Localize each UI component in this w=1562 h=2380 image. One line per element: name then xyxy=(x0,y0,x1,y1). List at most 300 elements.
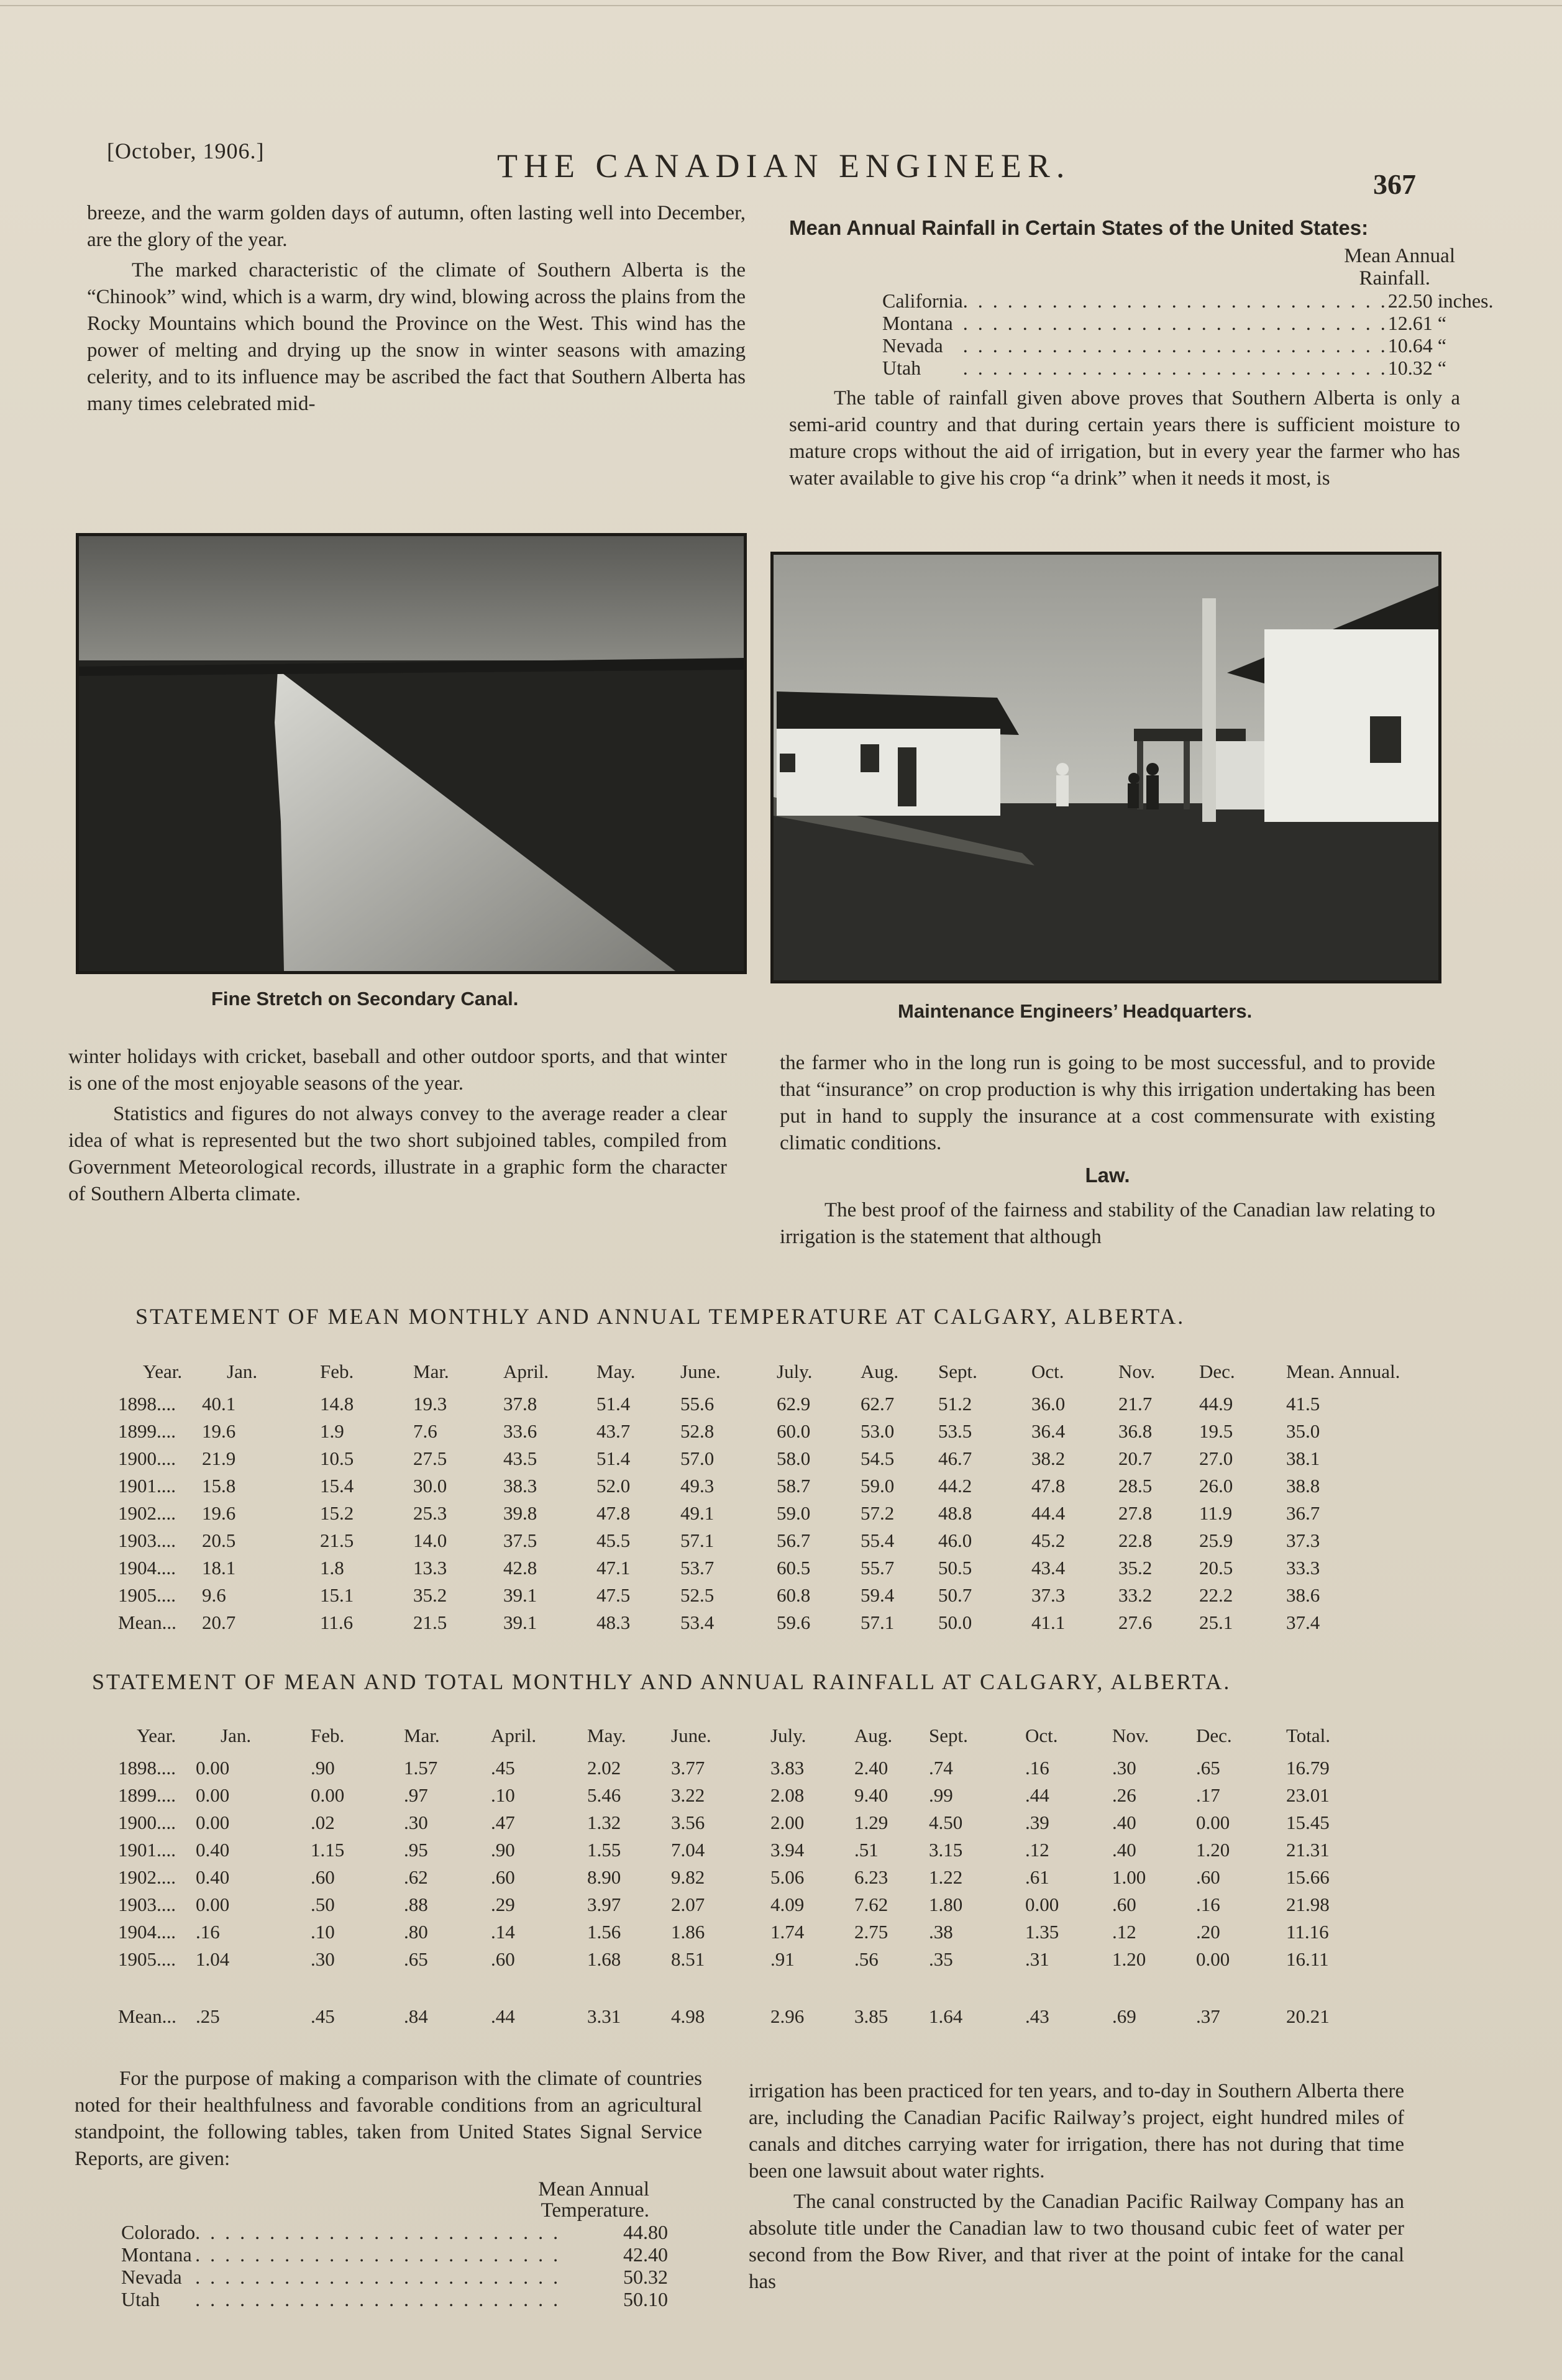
value-cell: .60 xyxy=(1196,1866,1220,1888)
paragraph: The best proof of the fairness and stability of the Canadian law relating to irrigation is the statement that although xyxy=(780,1199,1435,1248)
col-header-line: Mean Annual xyxy=(1344,245,1455,267)
value-cell: .60 xyxy=(491,1866,515,1888)
value-cell: 15.66 xyxy=(1286,1866,1330,1888)
column-header: Nov. xyxy=(1118,1361,1156,1382)
value-cell: .60 xyxy=(491,1948,515,1970)
value-cell: .62 xyxy=(404,1866,428,1888)
us-temperature-table xyxy=(121,2221,668,2310)
value-cell: 1.15 xyxy=(311,1839,345,1861)
year-cell: Mean... xyxy=(118,1612,176,1633)
column-header: May. xyxy=(587,1725,626,1746)
column-header: Sept. xyxy=(938,1361,977,1382)
value-cell: 45.5 xyxy=(596,1530,631,1551)
value-cell: 3.31 xyxy=(587,2005,621,2027)
value-cell: .90 xyxy=(311,1757,335,1779)
column-header: July. xyxy=(770,1725,806,1746)
rainfall-table xyxy=(118,1725,1379,2060)
value-cell: 8.90 xyxy=(587,1866,621,1888)
year-cell: 1901.... xyxy=(118,1475,176,1497)
value-cell: 60.0 xyxy=(777,1420,811,1442)
temperature-value: 44.80 xyxy=(623,2221,668,2243)
value-cell: .60 xyxy=(311,1866,335,1888)
state-name: Montana xyxy=(882,312,953,334)
value-cell: 3.22 xyxy=(671,1784,705,1806)
value-cell: 2.00 xyxy=(770,1812,805,1833)
paragraph: The marked characteristic of the climate of Southern Alberta is the “Chinook” wind, which is a warm, dry wind, blowing across the plains from the Rocky Mountains which bound the Province on the West. This wind has the power of melting and drying up the snow in winter seasons with amazing celerity, and to its influence may be ascribed the fact that Southern Alberta has many times celebrated mid- xyxy=(87,259,746,415)
value-cell: 39.1 xyxy=(503,1612,537,1633)
paragraph: breeze, and the warm golden days of autumn, often lasting well into December, are the glory of the year. xyxy=(87,202,746,251)
column-header: June. xyxy=(680,1361,721,1382)
rainfall-table-title: STATEMENT OF MEAN AND TOTAL MONTHLY AND ANNUAL RAINFALL AT CALGARY, ALBERTA. xyxy=(92,1669,1231,1694)
value-cell: 16.79 xyxy=(1286,1757,1330,1779)
value-cell: 20.21 xyxy=(1286,2005,1330,2027)
table-row: Montana . . . . . . . . . . . . . . . . . . . . . . . . . . . . . 12.61 “ xyxy=(882,312,1493,334)
value-cell: 57.0 xyxy=(680,1448,715,1469)
column-header: June. xyxy=(671,1725,711,1746)
value-cell: 50.5 xyxy=(938,1557,972,1579)
value-cell: 38.2 xyxy=(1031,1448,1066,1469)
value-cell: 13.3 xyxy=(413,1557,447,1579)
value-cell: .80 xyxy=(404,1921,428,1943)
rainfall-value: 10.64 “ xyxy=(1387,334,1446,357)
value-cell: 47.8 xyxy=(1031,1475,1066,1497)
column-header: Feb. xyxy=(320,1361,354,1382)
value-cell: 27.6 xyxy=(1118,1612,1153,1633)
value-cell: .97 xyxy=(404,1784,428,1806)
column-header: Year. xyxy=(137,1725,176,1746)
value-cell: 57.1 xyxy=(680,1530,715,1551)
value-cell: 37.3 xyxy=(1031,1584,1066,1606)
headquarters-photo xyxy=(770,552,1441,983)
value-cell: .40 xyxy=(1112,1812,1136,1833)
year-cell: 1899.... xyxy=(118,1784,176,1806)
value-cell: 0.00 xyxy=(196,1812,230,1833)
value-cell: 14.0 xyxy=(413,1530,447,1551)
col-header-line: Temperature. xyxy=(541,2199,649,2222)
value-cell: 37.4 xyxy=(1286,1612,1320,1633)
value-cell: .90 xyxy=(491,1839,515,1861)
value-cell: 9.6 xyxy=(202,1584,226,1606)
year-cell: 1900.... xyxy=(118,1448,176,1469)
value-cell: 21.31 xyxy=(1286,1839,1330,1861)
value-cell: 37.5 xyxy=(503,1530,537,1551)
year-cell: 1898.... xyxy=(118,1757,176,1779)
value-cell: 51.2 xyxy=(938,1393,972,1415)
value-cell: 25.3 xyxy=(413,1502,447,1524)
year-cell: 1904.... xyxy=(118,1557,176,1579)
us-rainfall-table xyxy=(882,290,1493,379)
value-cell: 36.8 xyxy=(1118,1420,1153,1442)
table-row: Utah . . . . . . . . . . . . . . . . . . . . . . . . . . . . . 10.32 “ xyxy=(882,357,1493,379)
value-cell: 0.00 xyxy=(196,1757,230,1779)
temperature-value: 50.10 xyxy=(623,2288,668,2310)
column-header: Year. xyxy=(143,1361,183,1382)
year-cell: 1903.... xyxy=(118,1894,176,1915)
value-cell: .35 xyxy=(929,1948,953,1970)
value-cell: 2.96 xyxy=(770,2005,805,2027)
value-cell: 59.0 xyxy=(861,1475,895,1497)
value-cell: 39.1 xyxy=(503,1584,537,1606)
value-cell: 53.7 xyxy=(680,1557,715,1579)
value-cell: 47.1 xyxy=(596,1557,631,1579)
value-cell: .84 xyxy=(404,2005,428,2027)
value-cell: 42.8 xyxy=(503,1557,537,1579)
value-cell: 20.7 xyxy=(1118,1448,1153,1469)
value-cell: 19.3 xyxy=(413,1393,447,1415)
value-cell: 52.8 xyxy=(680,1420,715,1442)
value-cell: 55.4 xyxy=(861,1530,895,1551)
state-name: Nevada xyxy=(882,334,943,357)
state-name: Utah xyxy=(121,2288,160,2310)
value-cell: .29 xyxy=(491,1894,515,1915)
column-header: April. xyxy=(503,1361,549,1382)
value-cell: 0.40 xyxy=(196,1866,230,1888)
value-cell: 3.94 xyxy=(770,1839,805,1861)
value-cell: 25.9 xyxy=(1199,1530,1233,1551)
value-cell: 27.8 xyxy=(1118,1502,1153,1524)
value-cell: 1.74 xyxy=(770,1921,805,1943)
value-cell: .47 xyxy=(491,1812,515,1833)
value-cell: .20 xyxy=(1196,1921,1220,1943)
value-cell: 37.8 xyxy=(503,1393,537,1415)
value-cell: 30.0 xyxy=(413,1475,447,1497)
value-cell: 3.56 xyxy=(671,1812,705,1833)
value-cell: .99 xyxy=(929,1784,953,1806)
headquarters-photo-caption: Maintenance Engineers’ Headquarters. xyxy=(898,1000,1253,1022)
value-cell: 20.7 xyxy=(202,1612,236,1633)
left-middle-column xyxy=(68,1044,727,1211)
value-cell: 58.7 xyxy=(777,1475,811,1497)
table-row: Colorado . . . . . . . . . . . . . . . . . . . . . . . . . 44.80 xyxy=(121,2221,668,2243)
value-cell: 1.9 xyxy=(320,1420,344,1442)
value-cell: 33.2 xyxy=(1118,1584,1153,1606)
table-row: California . . . . . . . . . . . . . . . . . . . . . . . . . . . . . 22.50 inches. xyxy=(882,290,1494,312)
value-cell: 15.2 xyxy=(320,1502,354,1524)
value-cell: 49.1 xyxy=(680,1502,715,1524)
value-cell: .16 xyxy=(196,1921,220,1943)
column-header: Oct. xyxy=(1025,1725,1058,1746)
value-cell: 43.7 xyxy=(596,1420,631,1442)
value-cell: 5.46 xyxy=(587,1784,621,1806)
canal-photo-image xyxy=(79,536,744,971)
column-header: Mean. Annual. xyxy=(1286,1361,1400,1382)
value-cell: 21.7 xyxy=(1118,1393,1153,1415)
value-cell: 10.5 xyxy=(320,1448,354,1469)
value-cell: 50.0 xyxy=(938,1612,972,1633)
right-middle-column xyxy=(780,1050,1435,1254)
value-cell: 43.4 xyxy=(1031,1557,1066,1579)
value-cell: 11.9 xyxy=(1199,1502,1233,1524)
value-cell: .02 xyxy=(311,1812,335,1833)
value-cell: 1.35 xyxy=(1025,1921,1059,1943)
value-cell: 1.20 xyxy=(1196,1839,1230,1861)
canal-photo-caption: Fine Stretch on Secondary Canal. xyxy=(211,988,519,1010)
value-cell: .95 xyxy=(404,1839,428,1861)
year-cell: 1898.... xyxy=(118,1393,176,1415)
value-cell: 1.68 xyxy=(587,1948,621,1970)
issue-date: [October, 1906.] xyxy=(107,139,265,163)
value-cell: 58.0 xyxy=(777,1448,811,1469)
value-cell: 38.6 xyxy=(1286,1584,1320,1606)
left-top-column xyxy=(87,200,746,421)
value-cell: .50 xyxy=(311,1894,335,1915)
column-header: Jan. xyxy=(221,1725,252,1746)
column-header: Aug. xyxy=(861,1361,899,1382)
value-cell: 38.3 xyxy=(503,1475,537,1497)
value-cell: 11.16 xyxy=(1286,1921,1329,1943)
value-cell: 43.5 xyxy=(503,1448,537,1469)
value-cell: 59.6 xyxy=(777,1612,811,1633)
value-cell: .16 xyxy=(1025,1757,1049,1779)
value-cell: 19.5 xyxy=(1199,1420,1233,1442)
value-cell: 3.83 xyxy=(770,1757,805,1779)
value-cell: 60.8 xyxy=(777,1584,811,1606)
value-cell: 9.40 xyxy=(854,1784,888,1806)
value-cell: 52.0 xyxy=(596,1475,631,1497)
value-cell: 4.98 xyxy=(671,2005,705,2027)
value-cell: 59.4 xyxy=(861,1584,895,1606)
table-row: Utah . . . . . . . . . . . . . . . . . . . . . . . . . 50.10 xyxy=(121,2288,668,2310)
year-cell: 1902.... xyxy=(118,1866,176,1888)
value-cell: 8.51 xyxy=(671,1948,705,1970)
table-row: Nevada . . . . . . . . . . . . . . . . . . . . . . . . . 50.32 xyxy=(121,2266,668,2288)
value-cell: 0.00 xyxy=(1025,1894,1059,1915)
rainfall-value: 10.32 “ xyxy=(1387,357,1446,379)
state-name: California xyxy=(882,290,963,312)
value-cell: 26.0 xyxy=(1199,1475,1233,1497)
law-heading: Law. xyxy=(1085,1164,1130,1187)
value-cell: 20.5 xyxy=(202,1530,236,1551)
rainfall-value: 12.61 “ xyxy=(1387,312,1446,334)
value-cell: 36.4 xyxy=(1031,1420,1066,1442)
value-cell: 1.20 xyxy=(1112,1948,1146,1970)
value-cell: 39.8 xyxy=(503,1502,537,1524)
value-cell: 28.5 xyxy=(1118,1475,1153,1497)
column-header: Dec. xyxy=(1199,1361,1235,1382)
year-cell: 1899.... xyxy=(118,1420,176,1442)
value-cell: .26 xyxy=(1112,1784,1136,1806)
value-cell: 3.77 xyxy=(671,1757,705,1779)
value-cell: 50.7 xyxy=(938,1584,972,1606)
value-cell: 47.5 xyxy=(596,1584,631,1606)
column-header: Mar. xyxy=(404,1725,440,1746)
value-cell: 62.7 xyxy=(861,1393,895,1415)
value-cell: 7.04 xyxy=(671,1839,705,1861)
value-cell: .30 xyxy=(404,1812,428,1833)
year-cell: 1901.... xyxy=(118,1839,176,1861)
value-cell: 57.2 xyxy=(861,1502,895,1524)
value-cell: 36.0 xyxy=(1031,1393,1066,1415)
year-cell: Mean... xyxy=(118,2005,176,2027)
value-cell: 20.5 xyxy=(1199,1557,1233,1579)
value-cell: 22.2 xyxy=(1199,1584,1233,1606)
value-cell: .12 xyxy=(1112,1921,1136,1943)
state-name: Utah xyxy=(882,357,921,379)
paragraph: Statistics and figures do not always convey to the average reader a clear idea of what is represented but the two short subjoined tables, compiled from Government Meteorological records, illustrate in a graphic form the character of Southern Alberta climate. xyxy=(68,1103,727,1205)
value-cell: .56 xyxy=(854,1948,879,1970)
value-cell: 44.4 xyxy=(1031,1502,1066,1524)
value-cell: 62.9 xyxy=(777,1393,811,1415)
year-cell: 1905.... xyxy=(118,1948,176,1970)
value-cell: 15.45 xyxy=(1286,1812,1330,1833)
value-cell: 54.5 xyxy=(861,1448,895,1469)
page-edge-line xyxy=(0,5,1562,6)
value-cell: 51.4 xyxy=(596,1393,631,1415)
page-number: 367 xyxy=(1373,168,1416,200)
value-cell: .51 xyxy=(854,1839,879,1861)
value-cell: 56.7 xyxy=(777,1530,811,1551)
value-cell: 25.1 xyxy=(1199,1612,1233,1633)
us-rainfall-title: Mean Annual Rainfall in Certain States of the United States: xyxy=(789,216,1369,239)
value-cell: 38.1 xyxy=(1286,1448,1320,1469)
value-cell: 6.23 xyxy=(854,1866,888,1888)
column-header: Aug. xyxy=(854,1725,893,1746)
value-cell: .40 xyxy=(1112,1839,1136,1861)
state-name: Colorado xyxy=(121,2221,196,2243)
column-header: Oct. xyxy=(1031,1361,1064,1382)
us-temperature-col-header xyxy=(75,2179,702,2221)
paragraph: The canal constructed by the Canadian Pacific Railway Company has an absolute title under the Canadian law to two thousand cubic feet of water per second from the Bow River, and that river at the point of intake for the canal has xyxy=(749,2191,1404,2293)
journal-title: THE CANADIAN ENGINEER. xyxy=(497,147,1071,185)
column-header: Nov. xyxy=(1112,1725,1149,1746)
value-cell: 2.75 xyxy=(854,1921,888,1943)
value-cell: .44 xyxy=(1025,1784,1049,1806)
value-cell: 59.0 xyxy=(777,1502,811,1524)
value-cell: .74 xyxy=(929,1757,953,1779)
column-header: Mar. xyxy=(413,1361,449,1382)
value-cell: 0.00 xyxy=(1196,1948,1230,1970)
paragraph: irrigation has been practiced for ten years, and to-day in Southern Alberta there are, including the Canadian Pacific Railway’s project, eight hundred miles of canals and ditches carrying water for irrigation, there has not during that time been one lawsuit about water rights. xyxy=(749,2080,1404,2182)
value-cell: 53.0 xyxy=(861,1420,895,1442)
value-cell: .16 xyxy=(1196,1894,1220,1915)
value-cell: .61 xyxy=(1025,1866,1049,1888)
value-cell: .65 xyxy=(404,1948,428,1970)
value-cell: 1.04 xyxy=(196,1948,230,1970)
value-cell: 27.0 xyxy=(1199,1448,1233,1469)
state-name: Montana xyxy=(121,2243,192,2266)
year-cell: 1902.... xyxy=(118,1502,176,1524)
column-header: Feb. xyxy=(311,1725,345,1746)
value-cell: 21.5 xyxy=(413,1612,447,1633)
value-cell: 0.00 xyxy=(196,1894,230,1915)
value-cell: 23.01 xyxy=(1286,1784,1330,1806)
value-cell: 5.06 xyxy=(770,1866,805,1888)
value-cell: 7.62 xyxy=(854,1894,888,1915)
value-cell: 3.85 xyxy=(854,2005,888,2027)
value-cell: 55.6 xyxy=(680,1393,715,1415)
value-cell: 21.98 xyxy=(1286,1894,1330,1915)
value-cell: 0.00 xyxy=(196,1784,230,1806)
year-cell: 1900.... xyxy=(118,1812,176,1833)
value-cell: .37 xyxy=(1196,2005,1220,2027)
paragraph: winter holidays with cricket, baseball and other outdoor sports, and that winter is one of the most enjoyable seasons of the year. xyxy=(68,1046,727,1095)
value-cell: .45 xyxy=(311,2005,335,2027)
value-cell: .12 xyxy=(1025,1839,1049,1861)
value-cell: .69 xyxy=(1112,2005,1136,2027)
value-cell: 1.29 xyxy=(854,1812,888,1833)
value-cell: .25 xyxy=(196,2005,220,2027)
paragraph: the farmer who in the long run is going to be most successful, and to provide that “insurance” on crop production is why this irrigation undertaking has been put in hand to supply the insurance at a cost commensurate with existing climatic conditions. xyxy=(780,1052,1435,1154)
value-cell: 11.6 xyxy=(320,1612,354,1633)
value-cell: 44.2 xyxy=(938,1475,972,1497)
left-bottom-column xyxy=(75,2066,702,2310)
value-cell: 49.3 xyxy=(680,1475,715,1497)
value-cell: 1.00 xyxy=(1112,1866,1146,1888)
value-cell: 46.0 xyxy=(938,1530,972,1551)
value-cell: .43 xyxy=(1025,2005,1049,2027)
value-cell: 35.0 xyxy=(1286,1420,1320,1442)
right-bottom-column xyxy=(749,2078,1404,2299)
value-cell: 45.2 xyxy=(1031,1530,1066,1551)
value-cell: .45 xyxy=(491,1757,515,1779)
value-cell: 1.57 xyxy=(404,1757,438,1779)
value-cell: 4.09 xyxy=(770,1894,805,1915)
value-cell: 1.56 xyxy=(587,1921,621,1943)
value-cell: 51.4 xyxy=(596,1448,631,1469)
value-cell: 15.8 xyxy=(202,1475,236,1497)
col-header-line: Mean Annual xyxy=(538,2178,649,2200)
value-cell: 22.8 xyxy=(1118,1530,1153,1551)
year-cell: 1905.... xyxy=(118,1584,176,1606)
column-header: Dec. xyxy=(1196,1725,1232,1746)
value-cell: 0.00 xyxy=(311,1784,345,1806)
value-cell: .88 xyxy=(404,1894,428,1915)
value-cell: 0.40 xyxy=(196,1839,230,1861)
value-cell: 1.55 xyxy=(587,1839,621,1861)
value-cell: 1.32 xyxy=(587,1812,621,1833)
value-cell: 35.2 xyxy=(1118,1557,1153,1579)
value-cell: 33.6 xyxy=(503,1420,537,1442)
value-cell: .39 xyxy=(1025,1812,1049,1833)
rainfall-value: 22.50 inches. xyxy=(1387,290,1494,312)
value-cell: .14 xyxy=(491,1921,515,1943)
table-row: Montana . . . . . . . . . . . . . . . . . . . . . . . . . 42.40 xyxy=(121,2243,668,2266)
value-cell: 2.07 xyxy=(671,1894,705,1915)
value-cell: 41.1 xyxy=(1031,1612,1066,1633)
value-cell: .17 xyxy=(1196,1784,1220,1806)
value-cell: 1.80 xyxy=(929,1894,963,1915)
value-cell: 3.97 xyxy=(587,1894,621,1915)
value-cell: 35.2 xyxy=(413,1584,447,1606)
value-cell: .38 xyxy=(929,1921,953,1943)
temperature-table-title: STATEMENT OF MEAN MONTHLY AND ANNUAL TEMPERATURE AT CALGARY, ALBERTA. xyxy=(135,1304,1185,1329)
value-cell: 15.1 xyxy=(320,1584,354,1606)
temperature-value: 50.32 xyxy=(623,2266,668,2288)
us-rainfall-col-header xyxy=(789,245,1460,290)
value-cell: .10 xyxy=(491,1784,515,1806)
value-cell: 53.4 xyxy=(680,1612,715,1633)
value-cell: 44.9 xyxy=(1199,1393,1233,1415)
value-cell: 1.22 xyxy=(929,1866,963,1888)
value-cell: 27.5 xyxy=(413,1448,447,1469)
col-header-line: Rainfall. xyxy=(1359,267,1430,290)
value-cell: 9.82 xyxy=(671,1866,705,1888)
value-cell: 19.6 xyxy=(202,1420,236,1442)
canal-photo xyxy=(76,533,747,974)
paragraph: The table of rainfall given above proves that Southern Alberta is only a semi-arid country and that during certain years there is sufficient moisture to mature crops without the aid of irrigation, but in every year the farmer who has water available to give his crop “a drink” when it needs it most, is xyxy=(789,387,1460,490)
value-cell: 41.5 xyxy=(1286,1393,1320,1415)
value-cell: 38.8 xyxy=(1286,1475,1320,1497)
temperature-table xyxy=(118,1361,1400,1659)
value-cell: 21.9 xyxy=(202,1448,236,1469)
value-cell: 60.5 xyxy=(777,1557,811,1579)
value-cell: 21.5 xyxy=(320,1530,354,1551)
value-cell: .30 xyxy=(1112,1757,1136,1779)
value-cell: 55.7 xyxy=(861,1557,895,1579)
value-cell: 40.1 xyxy=(202,1393,236,1415)
value-cell: .91 xyxy=(770,1948,795,1970)
table-row: Nevada . . . . . . . . . . . . . . . . . . . . . . . . . . . . . 10.64 “ xyxy=(882,334,1493,357)
